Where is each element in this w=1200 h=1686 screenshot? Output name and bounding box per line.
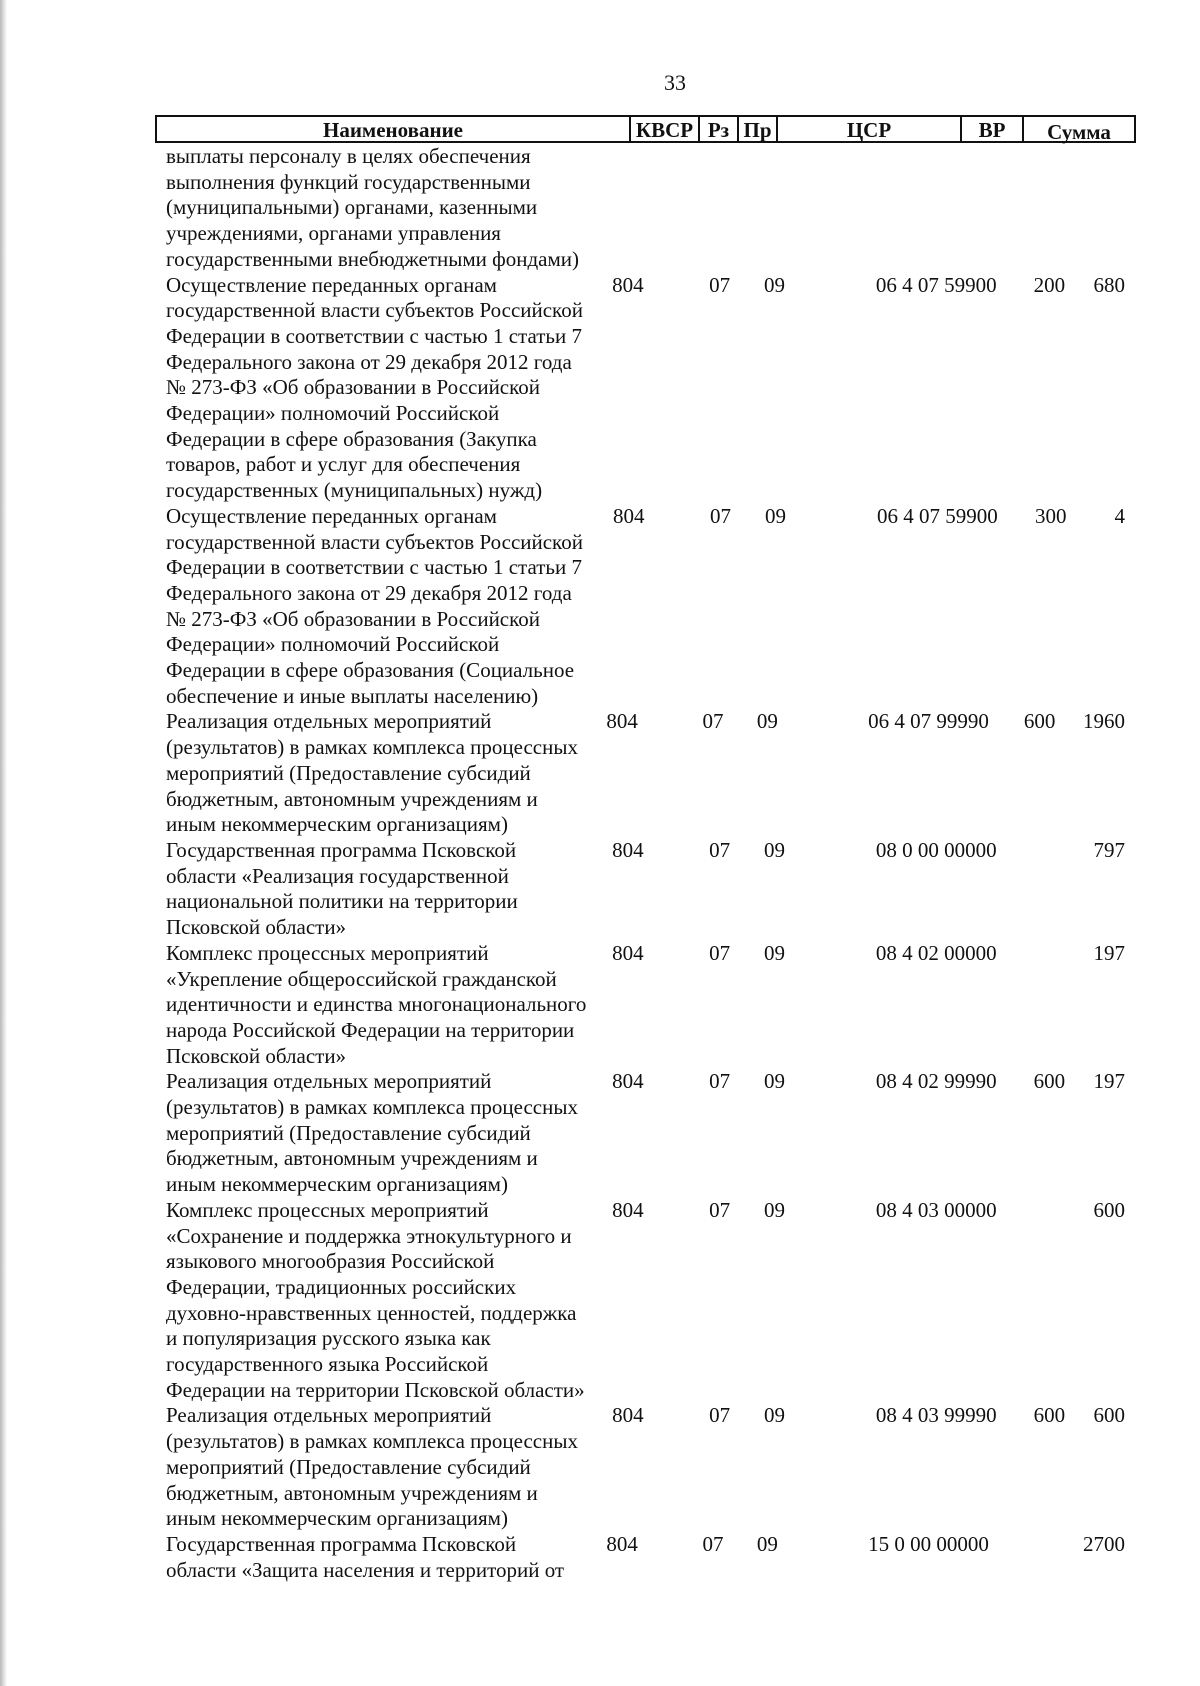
row-name: Комплекс процессных мероприятий «Сохранение и поддержка этнокультурного и языкового многообразия Российской Федерации, традиционных российских духовно-нравственных ценностей, поддержка и популяризация русского языка как государственного языка Российской Федерации на территории Псковской области» — [166, 1197, 585, 1402]
row-pr: 09 — [763, 837, 785, 862]
row-csr: 08 4 03 99990 — [875, 1403, 997, 1428]
row-rz: 07 — [709, 940, 731, 965]
row-sum: 680 — [1093, 272, 1125, 297]
row-sum: 1960 — [1083, 709, 1125, 734]
row-rz: 07 — [709, 1069, 731, 1094]
row-csr: 08 4 02 99990 — [875, 1069, 997, 1094]
row-sum: 4 — [1114, 503, 1125, 528]
row-csr: 08 0 00 00000 — [875, 837, 997, 862]
row-csr: 08 4 02 00000 — [875, 940, 997, 965]
row-kvsr: 804 — [606, 709, 638, 734]
row-rz: 07 — [709, 1403, 731, 1428]
row-csr: 08 4 03 00000 — [875, 1197, 997, 1222]
row-sum: 600 — [1093, 1197, 1125, 1222]
row-pr: 09 — [763, 1403, 785, 1428]
row-pr: 09 — [763, 272, 785, 297]
row-kvsr: 804 — [612, 837, 644, 862]
row-name: Реализация отдельных мероприятий (результатов) в рамках комплекса процессных мероприятий (Предоставление субсидий бюджетным, автономным учреждениям и иным некоммерческим организациям) — [166, 709, 578, 837]
row-csr: 06 4 07 59900 — [875, 272, 997, 297]
row-pr: 09 — [756, 709, 778, 734]
row-csr: 06 4 07 99990 — [868, 709, 989, 734]
row-name: Государственная программа Псковской области «Защита населения и территорий от — [166, 1531, 565, 1582]
row-sum: 2700 — [1083, 1531, 1125, 1556]
row-csr: 06 4 07 59900 — [877, 503, 998, 528]
row-vr: 600 — [1033, 1069, 1066, 1094]
row-sum: 197 — [1093, 1069, 1125, 1094]
header-name: Наименование — [155, 115, 631, 143]
row-name: Осуществление переданных органам государственной власти субъектов Российской Федерации в соответствии с частью 1 статьи 7 Федерального закона от 29 декабря 2012 года № 273-ФЗ «Об образовании в Российской Федерации» полномочий Российской Федерации в сфере образования (Социальное обеспечение и иные выплаты населению) — [166, 503, 583, 708]
row-pr: 09 — [763, 1069, 785, 1094]
row-name: Реализация отдельных мероприятий (результатов) в рамках комплекса процессных мероприятий (Предоставление субсидий бюджетным, автономным учреждениям и иным некоммерческим организациям) — [166, 1069, 578, 1197]
row-sum: 797 — [1093, 837, 1125, 862]
row-name: Реализация отдельных мероприятий (результатов) в рамках комплекса процессных мероприятий (Предоставление субсидий бюджетным, автономным учреждениям и иным некоммерческим организациям) — [166, 1403, 578, 1531]
table-row — [166, 1198, 1138, 1404]
row-kvsr: 804 — [612, 272, 644, 297]
table-row — [166, 273, 1138, 504]
row-name: Комплекс процессных мероприятий «Укрепление общероссийской гражданской идентичности и единства многонационального народа Российской Федерации на территории Псковской области» — [166, 940, 587, 1068]
row-rz: 07 — [709, 1197, 731, 1222]
row-rz: 07 — [709, 837, 731, 862]
header-kvsr: КВСР — [629, 115, 700, 143]
page-number: 33 — [664, 70, 686, 95]
row-name: Государственная программа Псковской области «Реализация государственной национальной политики на территории Псковской области» — [166, 837, 518, 940]
row-vr: 600 — [1033, 1403, 1066, 1428]
table-row — [166, 941, 1138, 1070]
row-csr: 15 0 00 00000 — [868, 1531, 989, 1556]
row-rz: 07 — [710, 503, 731, 528]
row-sum: 600 — [1093, 1403, 1125, 1428]
header-csr: ЦСР — [776, 115, 962, 143]
row-name: выплаты персоналу в целях обеспечения выполнения функций государственными (муниципальными) органами, казенными учреждениями, органами управления государственными внебюджетными фондами) — [166, 144, 580, 271]
row-kvsr: 804 — [612, 940, 644, 965]
header-pr: Пр — [737, 115, 778, 143]
table-row — [166, 1403, 1138, 1532]
row-vr: 600 — [1023, 709, 1056, 734]
table-body — [166, 144, 1138, 1583]
row-kvsr: 804 — [612, 1069, 644, 1094]
row-name: Осуществление переданных органам государственной власти субъектов Российской Федерации в соответствии с частью 1 статьи 7 Федерального закона от 29 декабря 2012 года № 273-ФЗ «Об образовании в Российской Федерации» полномочий Российской Федерации в сфере образования (Закупка товаров, работ и услуг для обеспечения государственных (муниципальных) нужд) — [166, 272, 583, 503]
row-vr: 200 — [1033, 272, 1066, 297]
header-vr: ВР — [960, 115, 1024, 143]
table-row — [166, 1532, 1138, 1583]
table-row — [166, 709, 1138, 838]
header-rz: Рз — [698, 115, 739, 143]
row-kvsr: 804 — [612, 1403, 644, 1428]
row-rz: 07 — [702, 709, 724, 734]
header-sum: Сумма — [1022, 115, 1136, 143]
row-pr: 09 — [763, 940, 785, 965]
row-kvsr: 804 — [606, 1531, 638, 1556]
table-row — [166, 838, 1138, 941]
table-row — [166, 144, 1138, 273]
table-header — [155, 115, 1138, 143]
row-sum: 197 — [1093, 940, 1125, 965]
scan-edge — [0, 0, 7, 1686]
table-row — [166, 1069, 1138, 1198]
row-kvsr: 804 — [613, 503, 645, 528]
row-pr: 09 — [765, 503, 786, 528]
table-row — [166, 504, 1138, 710]
row-rz: 07 — [709, 272, 731, 297]
row-pr: 09 — [763, 1197, 785, 1222]
row-pr: 09 — [756, 1531, 778, 1556]
row-rz: 07 — [702, 1531, 724, 1556]
row-vr: 300 — [1035, 503, 1067, 528]
row-kvsr: 804 — [612, 1197, 644, 1222]
